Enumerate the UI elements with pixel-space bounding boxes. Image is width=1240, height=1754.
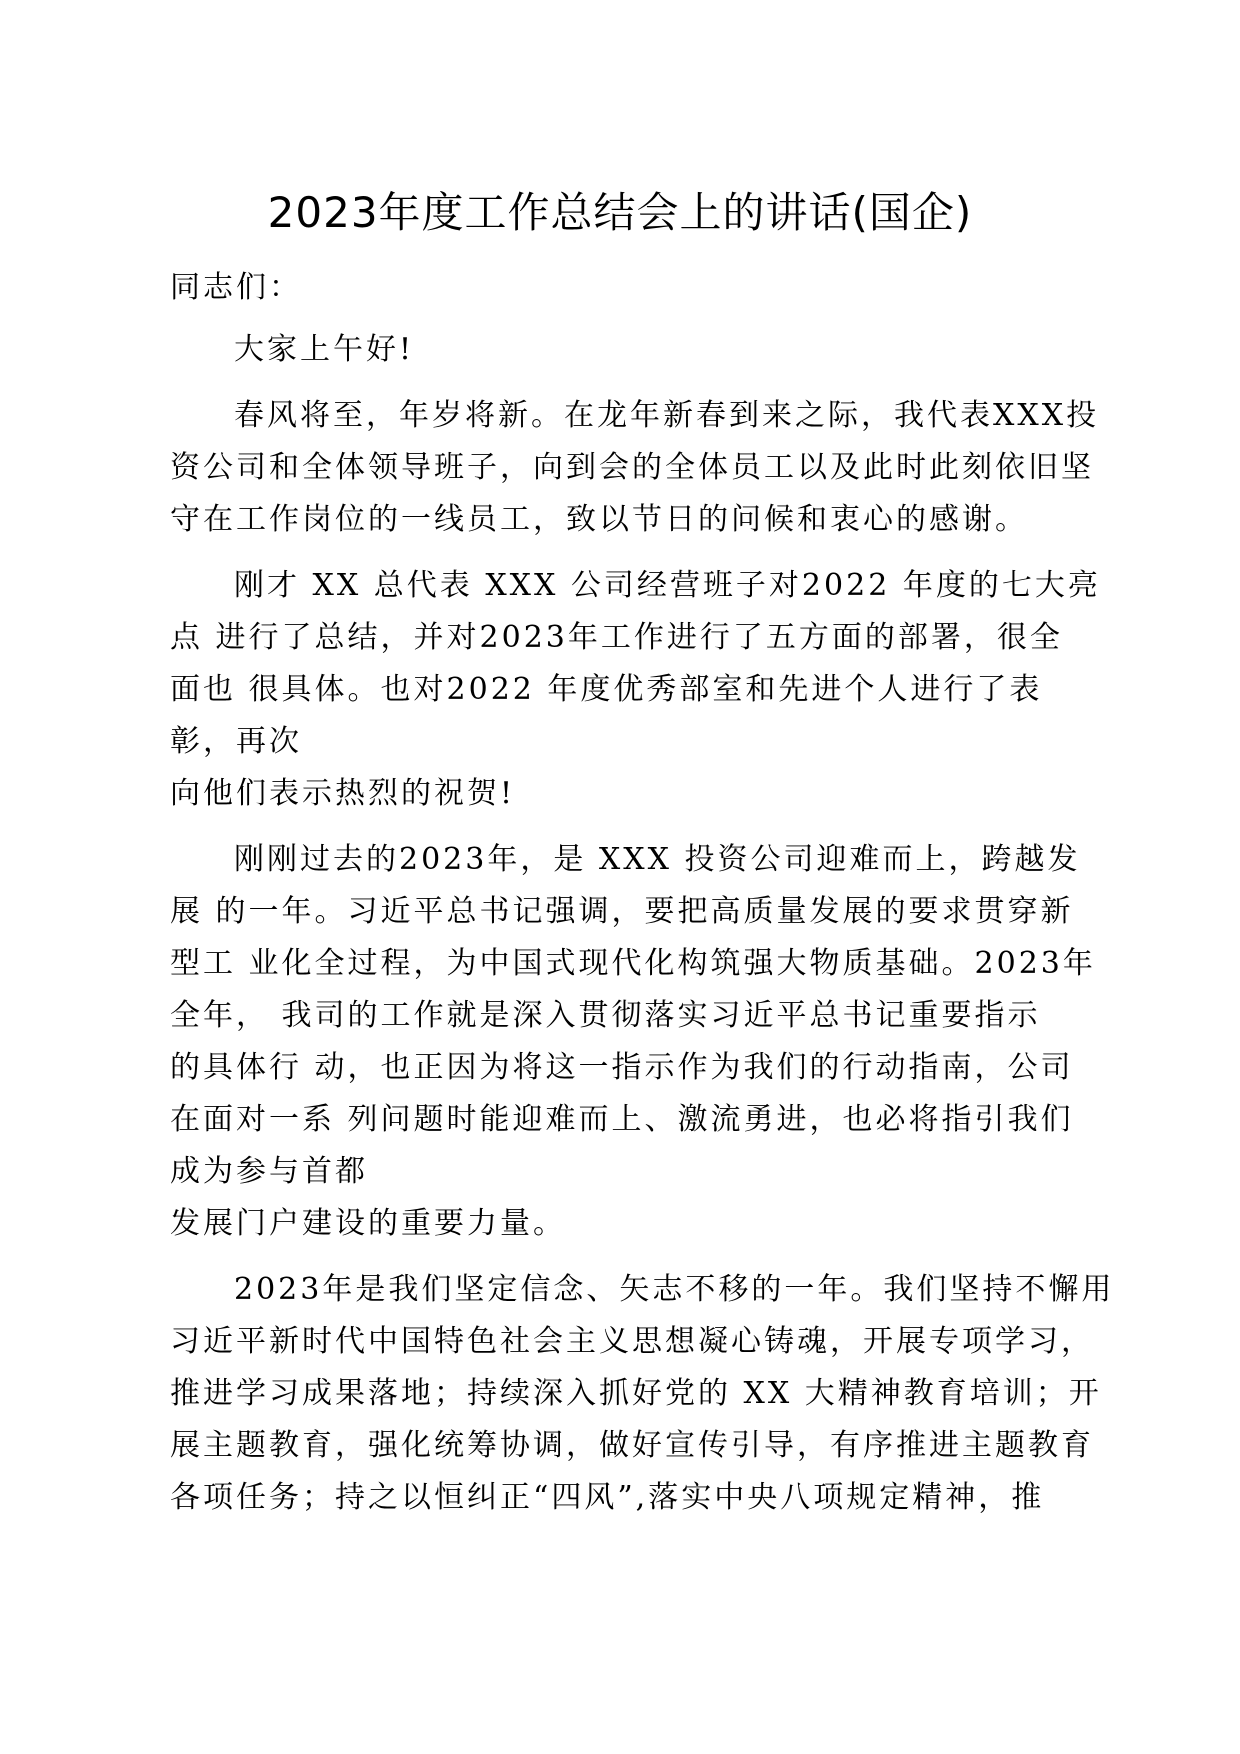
paragraph-4	[170, 834, 1096, 1250]
paragraph-line: 习近平新时代中国特色社会主义思想凝心铸魂，开展专项学习，	[170, 1324, 1094, 1359]
paragraph-line: 展 的一年。习近平总书记强调，要把高质量发展的要求贯穿新	[170, 894, 1074, 929]
paragraph-5	[170, 1264, 1115, 1524]
paragraph-3	[170, 560, 1101, 820]
paragraph-1	[170, 324, 1090, 376]
paragraph-line: 春风将至，年岁将新。在龙年新春到来之际，我代表XXX投	[234, 398, 1100, 433]
greeting: 同志们：	[170, 270, 302, 305]
paragraph-line: 型工 业化全过程，为中国式现代化构筑强大物质基础。2023年	[170, 946, 1096, 981]
paragraph-line: 在面对一系 列问题时能迎难而上、激流勇进，也必将指引我们	[170, 1102, 1074, 1137]
paragraph-line: 各项任务；持之以恒纠正“四风”,落实中央八项规定精神，推	[170, 1480, 1045, 1515]
paragraph-2	[170, 390, 1100, 546]
document-title: 2023年度工作总结会上的讲话(国企)	[267, 188, 973, 237]
paragraph-line: 点 进行了总结，并对2023年工作进行了五方面的部署，很全	[170, 620, 1063, 655]
paragraph-line: 向他们表示热烈的祝贺!	[170, 776, 516, 811]
paragraph-line: 刚才 XX 总代表 XXX 公司经营班子对2022 年度的七大亮	[234, 568, 1101, 603]
paragraph-line: 刚刚过去的2023年，是 XXX 投资公司迎难而上，跨越发	[234, 842, 1081, 877]
paragraph-line: 成为参与首都	[170, 1154, 368, 1189]
document-body	[170, 262, 1115, 1524]
paragraph-line: 发展门户建设的重要力量。	[170, 1206, 566, 1241]
paragraph-line: 2023年是我们坚定信念、矢志不移的一年。我们坚持不懈用	[234, 1272, 1115, 1307]
paragraph-line: 大家上午好!	[234, 332, 415, 367]
paragraph-line: 资公司和全体领导班子，向到会的全体员工以及此时此刻依旧坚	[170, 450, 1094, 485]
paragraph-line: 彰，再次	[170, 724, 302, 759]
paragraph-line: 全年， 我司的工作就是深入贯彻落实习近平总书记重要指示	[170, 998, 1041, 1033]
paragraph-line: 的具体行 动，也正因为将这一指示作为我们的行动指南，公司	[170, 1050, 1074, 1085]
paragraph-line: 守在工作岗位的一线员工，致以节日的问候和衷心的感谢。	[170, 502, 1028, 537]
paragraph-line: 展主题教育，强化统筹协调，做好宣传引导，有序推进主题教育	[170, 1428, 1094, 1463]
paragraph-line: 推进学习成果落地；持续深入抓好党的 XX 大精神教育培训；开	[170, 1376, 1102, 1411]
paragraph-line: 面也 很具体。也对2022 年度优秀部室和先进个人进行了表	[170, 672, 1043, 707]
